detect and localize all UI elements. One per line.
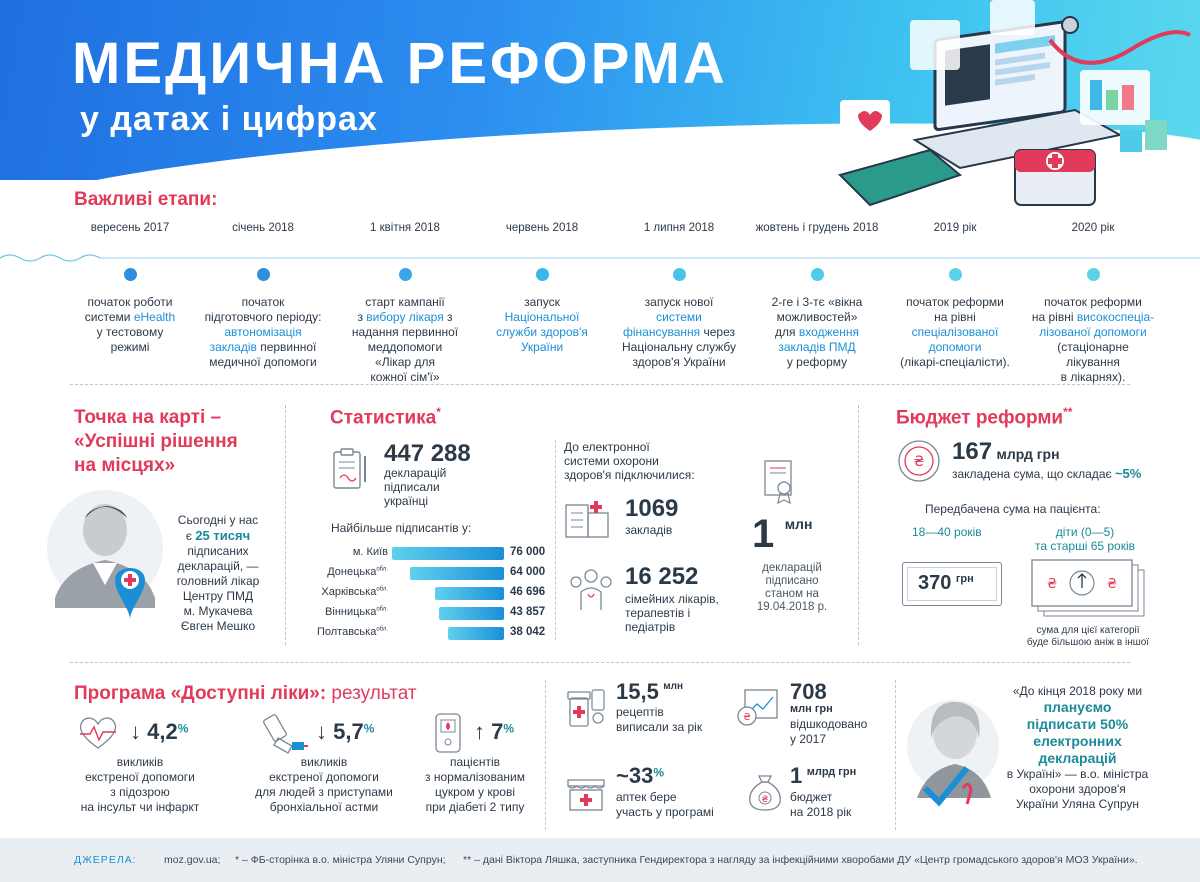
milestone-3: [330, 222, 480, 385]
million-figure: [752, 512, 812, 557]
milestone-text: служби здоров'я: [496, 325, 588, 339]
milestone-description: [1018, 295, 1168, 385]
bar-value-label: 76 000: [510, 546, 546, 558]
budget-desc: [952, 466, 1141, 481]
milestone-desc-line: [330, 370, 480, 385]
page-title: МЕДИЧНА РЕФОРМА: [72, 31, 728, 96]
institutions-label: закладів: [625, 523, 673, 537]
indicator-2-line2: екстреної допомоги: [269, 770, 379, 784]
milestone-text: на рівні: [934, 310, 976, 324]
connected-text-1: До електронної: [564, 440, 650, 454]
milestone-date: січень 2018: [232, 222, 294, 234]
milestone-desc-line: [604, 325, 754, 340]
indicator-2-line3: для людей з приступами: [255, 785, 393, 799]
milestone-dot: [811, 268, 824, 281]
point-title: [74, 406, 238, 478]
milestone-text: високоспеціа-: [1076, 310, 1155, 324]
medical-laptop-illustration: [820, 0, 1200, 230]
milestone-desc-line: [1018, 370, 1168, 385]
hospital-building-icon: [562, 495, 612, 539]
banknote-370: [902, 562, 1002, 606]
milestone-text: лізованої допомоги: [1039, 325, 1147, 339]
bar-category-suffix: обл.: [376, 566, 388, 573]
prescriptions-number: 15,5: [616, 679, 659, 704]
bar-value-label: 43 857: [510, 606, 546, 618]
milestone-desc-line: [188, 325, 338, 340]
milestone-text: закладів: [209, 340, 257, 354]
divider-v1: [285, 405, 286, 645]
milestone-date: 2020 рік: [1071, 222, 1115, 234]
milestone-dot: [1087, 268, 1100, 281]
indicator-2-line1: викликів: [300, 755, 348, 769]
divider-v3: [555, 440, 556, 640]
doctors-text-1: сімейних лікарів,: [625, 592, 719, 606]
indicator-1-pct: %: [177, 721, 189, 736]
milestone-desc-line: [330, 310, 480, 325]
banknote-unit: грн: [955, 573, 974, 585]
milestone-desc-line: [880, 325, 1030, 340]
program-title: [74, 683, 417, 705]
reimbursed-text-1: відшкодовано: [790, 717, 868, 731]
indicator-3-line3: цукром у крові: [434, 785, 516, 799]
stats-star: *: [436, 405, 441, 419]
milestone-desc-line: [742, 355, 892, 370]
milestone-desc-line: [55, 340, 205, 355]
pharmacies-value: [616, 763, 664, 789]
milestone-desc-line: [1018, 310, 1168, 325]
milestone-desc-line: [467, 310, 617, 325]
million-unit: млн: [784, 516, 813, 532]
point-declarations: декларацій, —: [177, 559, 259, 573]
divider-1: [70, 384, 1130, 385]
point-who1: головний лікар: [176, 574, 260, 588]
page-subtitle: у датах і цифрах: [80, 100, 378, 138]
point-today: Сьогодні у нас: [177, 513, 259, 527]
indicator-3-pct: %: [503, 721, 515, 736]
point-title-line2: «Успішні рішення: [74, 431, 238, 452]
point-text: [158, 513, 278, 634]
milestone-text: автономізація: [224, 325, 302, 339]
quote-bold1: плануємо: [1043, 699, 1112, 715]
milestone-desc-line: [604, 310, 754, 325]
milestone-text: в лікарнях).: [1060, 370, 1126, 384]
indicator-2-pct: %: [363, 721, 375, 736]
milestones-title: Важливі етапи:: [74, 189, 218, 210]
stats-title: [330, 405, 441, 429]
milestone-text: старт кампанії: [365, 295, 445, 309]
divider-v2: [858, 405, 859, 645]
prescriptions-unit: млн: [663, 681, 684, 692]
svg-text:₴: ₴: [913, 454, 925, 470]
indicator-3-line4: при діабеті 2 типу: [425, 800, 525, 814]
milestone-date: 1 липня 2018: [643, 222, 715, 234]
banknote-value: [918, 572, 974, 595]
indicator-1-line4: на інсульт чи інфаркт: [80, 800, 200, 814]
milestone-text: початок роботи: [87, 295, 173, 309]
quote-line4: України Уляна Супрун: [1016, 797, 1139, 811]
milestone-text: початок: [241, 295, 285, 309]
budget-pct: ~5%: [1114, 466, 1142, 481]
pharmacies-number: ~33: [616, 763, 654, 788]
indicator-2-line4: бронхіальної астми: [269, 800, 379, 814]
indicator-2-value: [316, 719, 374, 745]
pharmacies-text-2: участь у програмі: [616, 805, 714, 819]
milestone-desc-line: [330, 340, 480, 355]
bar-category-suffix: обл.: [376, 586, 388, 593]
prescriptions-text-1: рецептів: [616, 705, 664, 719]
milestone-text: початок реформи: [1044, 295, 1142, 309]
milestone-text: підготовчого періоду:: [204, 310, 322, 324]
milestone-desc-line: [188, 295, 338, 310]
million-text-1: декларацій: [762, 562, 822, 574]
milestone-description: [604, 295, 754, 370]
banknote-number: 370: [918, 572, 952, 594]
milestone-text: спеціалізованої: [911, 325, 999, 339]
milestone-7: [880, 222, 1030, 370]
milestone-text: надання первинної: [351, 325, 459, 339]
milestone-description: [880, 295, 1030, 370]
milestone-text: Національної: [504, 310, 580, 324]
hryvnia-coin-icon: [896, 438, 942, 484]
quote-line3: охорони здоров'я: [1029, 782, 1126, 796]
point-signed: підписаних: [187, 544, 249, 558]
indicator-1-line2: екстреної допомоги: [85, 770, 195, 784]
milestone-text: первинної: [256, 340, 317, 354]
doctors-text: [625, 592, 719, 634]
milestone-text: можливостей»: [776, 310, 858, 324]
milestone-8: [1018, 222, 1168, 385]
reimbursed-number: 708: [790, 679, 827, 704]
milestone-text: для: [775, 325, 799, 339]
milestone-desc-line: [742, 295, 892, 310]
milestone-description: [742, 295, 892, 370]
doctors-text-3: педіатрів: [625, 620, 676, 634]
program-title-rest: результат: [326, 683, 417, 704]
milestone-desc-line: [604, 295, 754, 310]
pharmacies-text: [616, 790, 714, 820]
budget-number: 167: [952, 438, 993, 465]
milestone-date: 2019 рік: [933, 222, 977, 234]
bar: [392, 547, 504, 560]
declarations-text-3: українці: [384, 494, 429, 508]
million-text-2: підписано: [765, 575, 819, 587]
milestone-text: лікування: [1066, 355, 1120, 369]
milestone-dot: [399, 268, 412, 281]
glucometer-icon: [432, 710, 468, 756]
milestone-text: медичної допомоги: [209, 355, 317, 369]
milestone-desc-line: [330, 325, 480, 340]
declarations-text: [384, 466, 446, 508]
milestone-date: вересень 2017: [90, 222, 170, 234]
million-text: [752, 562, 832, 614]
milestone-5: [604, 222, 754, 370]
prescriptions-text: [616, 705, 702, 735]
milestone-date: червень 2018: [505, 222, 579, 234]
doctors-group-icon: [566, 566, 616, 616]
quote-bold3: електронних: [1033, 733, 1122, 749]
milestone-desc-line: [55, 295, 205, 310]
milestone-desc-line: [330, 355, 480, 370]
milestone-desc-line: [1018, 325, 1168, 340]
milestone-text: запуск: [524, 295, 560, 309]
milestone-desc-line: [742, 340, 892, 355]
quote-bold4: декларацій: [1038, 750, 1117, 766]
certificate-icon: [762, 458, 798, 506]
milestone-text: режимі: [110, 340, 150, 354]
pills-bottle-icon: [564, 686, 608, 730]
pharmacy-icon: [564, 770, 608, 814]
milestone-desc-line: [55, 325, 205, 340]
milestone-desc-line: [467, 325, 617, 340]
source-3: ** – дані Віктора Ляшка, заступника Гендиректора з нагляду за інфекційними хворобами ДУ «Центр громадського здоров'я МОЗ України».: [463, 854, 1138, 866]
point-count: 25 тисяч: [195, 528, 251, 543]
milestone-text: України: [520, 340, 564, 354]
divider-2: [70, 662, 1130, 663]
prescriptions-text-2: виписали за рік: [616, 720, 703, 734]
inhaler-icon: [262, 712, 308, 754]
indicator-1-value: [130, 719, 188, 745]
bar-category-label: Полтавська$^{обл.}$: [316, 626, 388, 638]
budget-amount: [952, 438, 1060, 466]
doctors-number: 16 252: [625, 563, 699, 590]
milestone-2: [188, 222, 338, 370]
milestone-text: Національну службу: [622, 340, 736, 354]
indicator-1-number: ↓ 4,2: [130, 719, 178, 744]
point-who3: м. Мукачева: [183, 604, 253, 618]
bar: [439, 607, 504, 620]
age-group-2-line2: та старші 65 років: [1034, 539, 1136, 553]
milestone-text: через: [700, 325, 735, 339]
age-group-2-line1: діти (0—5): [1055, 525, 1115, 539]
source-2: * – ФБ-сторінка в.о. міністра Уляни Супрун;: [235, 854, 446, 866]
per-patient-title: Передбачена сума на пацієнта:: [925, 502, 1101, 516]
million-text-3: станом на: [765, 588, 819, 600]
milestone-desc-line: [1018, 340, 1168, 355]
milestone-desc-line: [467, 340, 617, 355]
milestone-desc-line: [604, 340, 754, 355]
reimbursed-text-2: у 2017: [790, 732, 827, 746]
bar-category-suffix: обл.: [376, 606, 388, 613]
milestone-text: вибору лікаря: [366, 310, 444, 324]
indicator-2-number: ↓ 5,7: [316, 719, 364, 744]
milestone-text: «Лікар для: [375, 355, 435, 369]
bar: [448, 627, 504, 640]
connected-text: [564, 440, 695, 482]
milestone-desc-line: [188, 310, 338, 325]
bar-value-label: 64 000: [510, 566, 546, 578]
budget-note: [1018, 625, 1158, 649]
milestone-desc-line: [330, 295, 480, 310]
milestone-text: у тестовому: [96, 325, 164, 339]
bar-category-label: Харківська$^{обл.}$: [321, 586, 388, 598]
milestone-desc-line: [1018, 295, 1168, 310]
milestone-desc-line: [467, 295, 617, 310]
milestone-dot: [124, 268, 137, 281]
milestone-description: [55, 295, 205, 355]
budget-2018-number: 1: [790, 763, 803, 788]
milestone-text: з: [443, 310, 453, 324]
milestone-text: системи: [84, 310, 134, 324]
indicator-1-line3: з підозрою: [110, 785, 170, 799]
doctors-text-2: терапевтів і: [625, 606, 691, 620]
milestone-text: кожної сім'ї»: [370, 370, 440, 384]
declarations-text-1: декларацій: [384, 466, 447, 480]
milestone-dot: [257, 268, 270, 281]
svg-text:₴: ₴: [1046, 577, 1058, 592]
stats-title-text: Статистика: [330, 407, 437, 429]
milestone-text: допомоги: [928, 340, 982, 354]
milestone-text: (стаціонарне: [1057, 340, 1129, 354]
milestone-text: здоров'я України: [632, 355, 726, 369]
milestone-desc-line: [880, 355, 1030, 370]
sources-footer: [0, 838, 1200, 882]
milestone-date: жовтень і грудень 2018: [755, 222, 879, 234]
milestone-text: меддопомоги: [367, 340, 443, 354]
budget-2018-text-2: на 2018 рік: [790, 805, 852, 819]
milestone-6: [742, 222, 892, 370]
million-text-4: 19.04.2018 р.: [756, 601, 828, 613]
quote-bold2: підписати 50%: [1026, 716, 1129, 732]
milestone-text: 2-ге і 3-тє «вікна: [771, 295, 863, 309]
milestone-text: закладів ПМД: [778, 340, 856, 354]
quote-line2: в Україні» — в.о. міністра: [1006, 767, 1149, 781]
bar-category-label: м. Київ: [352, 546, 388, 558]
milestone-desc-line: [604, 355, 754, 370]
milestone-desc-line: [1018, 355, 1168, 370]
budget-stars: **: [1063, 405, 1073, 419]
bar-category-label: Вінницька$^{обл.}$: [325, 606, 388, 618]
doctor-portrait: [45, 488, 165, 638]
milestone-text: фінансування: [623, 325, 701, 339]
budget-note-2: буде більшою аніж в іншої: [1026, 637, 1150, 648]
reimbursement-chart-icon: [735, 686, 781, 730]
million-number: 1: [752, 512, 775, 556]
budget-note-1: сума для цієї категорії: [1036, 625, 1140, 636]
bar-category-suffix: обл.: [376, 626, 388, 633]
heart-pulse-icon: [76, 714, 120, 752]
declarations-text-2: підписали: [384, 480, 440, 494]
quote-line1: «До кінця 2018 року ми: [1012, 684, 1143, 698]
milestone-desc-line: [55, 310, 205, 325]
connected-text-2: системи охорони: [564, 454, 659, 468]
divider-v5: [895, 680, 896, 830]
milestone-description: [188, 295, 338, 370]
budget-title-text: Бюджет реформи: [896, 407, 1064, 429]
milestone-dot: [673, 268, 686, 281]
bar: [410, 567, 504, 580]
prescriptions-value: [616, 679, 683, 705]
indicator-3-number: ↑ 7: [474, 719, 504, 744]
point-who4: Євген Мешко: [180, 619, 256, 633]
milestone-text: у реформу: [786, 355, 848, 369]
svg-text:₴: ₴: [1106, 577, 1118, 592]
source-1: moz.gov.ua;: [164, 854, 221, 866]
point-title-line3: на місцях»: [74, 455, 176, 476]
point-title-line1: Точка на карті –: [74, 407, 222, 428]
milestone-text: (лікарі-спеціалісти).: [900, 355, 1010, 369]
point-count-line: [158, 528, 278, 544]
milestone-dot: [536, 268, 549, 281]
clipboard-icon: [330, 446, 370, 492]
budget-unit: млрд грн: [996, 446, 1060, 462]
indicator-3-line2: з нормалізованим: [425, 770, 525, 784]
milestone-description: [467, 295, 617, 355]
milestone-text: системи: [656, 310, 702, 324]
connected-text-3: здоров'я підключилися:: [564, 468, 695, 482]
milestone-desc-line: [742, 310, 892, 325]
budget-title: [896, 405, 1072, 429]
budget-2018-unit: млрд грн: [806, 766, 857, 778]
bar-value-label: 46 696: [510, 586, 546, 598]
indicator-3-text: [400, 755, 550, 815]
indicator-1-text: [60, 755, 220, 815]
milestone-desc-line: [880, 310, 1030, 325]
milestone-date: 1 квітня 2018: [370, 222, 440, 234]
milestone-text: початок реформи: [906, 295, 1004, 309]
declarations-number: 447 288: [384, 440, 471, 467]
sources-label: ДЖЕРЕЛА:: [74, 854, 137, 866]
milestone-4: [467, 222, 617, 355]
age-group-1: 18—40 років: [912, 525, 982, 539]
bar-category-label: Донецька$^{обл.}$: [327, 566, 388, 578]
milestone-desc-line: [188, 355, 338, 370]
svg-text:₴: ₴: [761, 795, 769, 805]
svg-text:₴: ₴: [743, 712, 751, 723]
bar-value-label: 38 042: [510, 626, 546, 638]
milestone-text: входження: [798, 325, 859, 339]
milestone-description: [330, 295, 480, 385]
point-who2: Центру ПМД: [182, 589, 254, 603]
bar: [435, 587, 504, 600]
milestone-dot: [949, 268, 962, 281]
indicator-3-line1: пацієнтів: [450, 755, 500, 769]
institutions-number: 1069: [625, 495, 679, 522]
minister-portrait: [905, 688, 1000, 823]
banknote-stack-icon: [1030, 558, 1148, 620]
milestone-desc-line: [880, 340, 1030, 355]
reimbursed-unit: млн грн: [790, 703, 833, 715]
program-title-bold: Програма «Доступні ліки»:: [74, 683, 327, 704]
point-is: є: [185, 529, 192, 543]
milestone-text: з: [357, 310, 367, 324]
quote-text: [990, 684, 1165, 812]
pharmacies-pct: %: [653, 765, 664, 780]
milestone-text: на рівні: [1031, 310, 1077, 324]
milestone-desc-line: [742, 325, 892, 340]
milestone-desc-line: [188, 340, 338, 355]
indicator-3-value: [474, 719, 514, 745]
milestone-text: запуск нової: [644, 295, 714, 309]
pharmacies-text-1: аптек бере: [616, 790, 677, 804]
milestone-desc-line: [880, 295, 1030, 310]
indicator-1-line1: викликів: [116, 755, 164, 769]
indicator-2-text: [234, 755, 414, 815]
milestone-text: eHealth: [133, 310, 176, 324]
milestone-1: [55, 222, 205, 355]
budget-2018-value: [790, 763, 856, 789]
reimbursed-text: [790, 702, 867, 747]
budget-2018-text-1: бюджет: [790, 790, 833, 804]
budget-2018-text: [790, 790, 851, 820]
most-signers-title: Найбільше підписантів у:: [331, 521, 472, 535]
budget-desc-text: закладена сума, що складає: [952, 467, 1112, 481]
money-bag-icon: [745, 768, 785, 812]
age-group-2: [1020, 525, 1150, 553]
